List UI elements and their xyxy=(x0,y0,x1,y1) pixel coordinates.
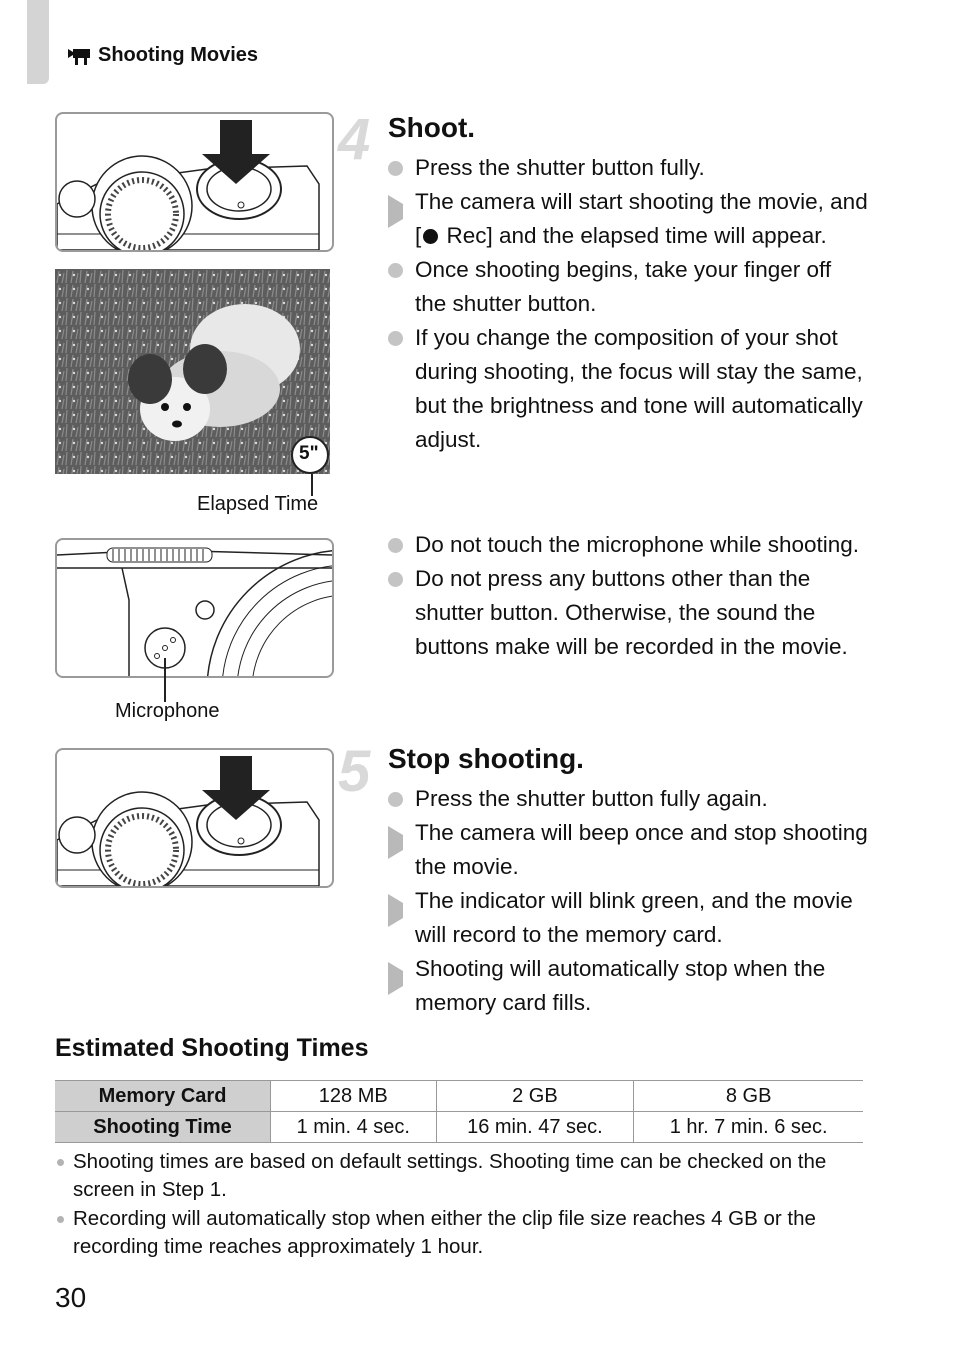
step-number: 4 xyxy=(338,107,371,172)
microphone-illustration xyxy=(55,538,334,678)
list-item: The camera will start shooting the movie, and [ Rec] and the elapsed time will appear. xyxy=(388,185,868,253)
list-item: Do not touch the microphone while shooting. xyxy=(388,528,868,562)
page-number: 30 xyxy=(55,1282,87,1313)
note-item: Recording will automatically stop when either the clip file size reaches 4 GB or the recording time reaches approximately 1 hour. xyxy=(55,1205,870,1260)
shutter-press-again-illustration xyxy=(55,748,334,888)
camera-top-drawing-2 xyxy=(57,750,332,886)
list-item: The indicator will blink green, and the movie will record to the memory card. xyxy=(388,884,868,952)
list-item: Press the shutter button fully again. xyxy=(388,782,868,816)
table-cell: 1 min. 4 sec. xyxy=(271,1112,437,1143)
page-header xyxy=(68,44,258,67)
elapsed-time-label: Elapsed Time xyxy=(197,493,319,515)
step-5-instructions xyxy=(388,782,868,1020)
header-title: Shooting Movies xyxy=(98,44,258,66)
camera-front-drawing xyxy=(57,540,332,676)
step-title: Stop shooting. xyxy=(388,743,584,774)
list-item: If you change the composition of your shot during shooting, the focus will stay the same, but the brightness and tone will automatically adjust. xyxy=(388,321,868,457)
list-item: Press the shutter button fully. xyxy=(388,151,868,185)
bullet-icon xyxy=(388,572,403,587)
dog-in-grass-image xyxy=(55,269,330,474)
list-item: Once shooting begins, take your finger off the shutter button. xyxy=(388,253,868,321)
shutter-press-illustration xyxy=(55,112,334,252)
step-title: Shoot. xyxy=(388,112,476,143)
microphone-cautions xyxy=(388,528,868,664)
step-4-instructions xyxy=(388,151,868,457)
row-header: Memory Card xyxy=(55,1081,271,1112)
table-row xyxy=(55,1112,863,1143)
arrow-icon xyxy=(388,962,418,995)
camera-top-drawing xyxy=(57,114,332,250)
bullet-icon xyxy=(388,538,403,553)
arrow-icon xyxy=(388,894,418,927)
arrow-icon xyxy=(388,826,418,859)
microphone-leader-line xyxy=(164,658,166,702)
bullet-icon xyxy=(388,792,403,807)
row-header: Shooting Time xyxy=(55,1112,271,1143)
table-cell: 128 MB xyxy=(271,1081,437,1112)
table-cell: 8 GB xyxy=(634,1081,863,1112)
section-tab xyxy=(27,0,49,84)
list-item: Do not press any buttons other than the shutter button. Otherwise, the sound the buttons make will be recorded in the movie. xyxy=(388,562,868,664)
list-item: Shooting will automatically stop when the memory card fills. xyxy=(388,952,868,1020)
bullet-icon xyxy=(388,263,403,278)
bullet-icon xyxy=(388,161,403,176)
note-item: Shooting times are based on default settings. Shooting time can be checked on the screen in Step 1. xyxy=(55,1148,870,1203)
table-cell: 2 GB xyxy=(436,1081,634,1112)
notes-list xyxy=(55,1148,870,1262)
record-dot-icon xyxy=(423,229,438,244)
movie-camera-icon xyxy=(68,47,92,65)
elapsed-time-badge: 5" xyxy=(299,443,319,464)
shooting-times-table xyxy=(55,1080,863,1143)
table-row xyxy=(55,1081,863,1112)
table-cell: 1 hr. 7 min. 6 sec. xyxy=(634,1112,863,1143)
sample-movie-frame xyxy=(55,269,330,474)
microphone-label: Microphone xyxy=(115,700,220,722)
arrow-icon xyxy=(388,195,418,228)
list-item: The camera will beep once and stop shooting the movie. xyxy=(388,816,868,884)
table-cell: 16 min. 47 sec. xyxy=(436,1112,634,1143)
section-heading: Estimated Shooting Times xyxy=(55,1034,369,1062)
step-number: 5 xyxy=(338,739,371,804)
bullet-icon xyxy=(388,331,403,346)
